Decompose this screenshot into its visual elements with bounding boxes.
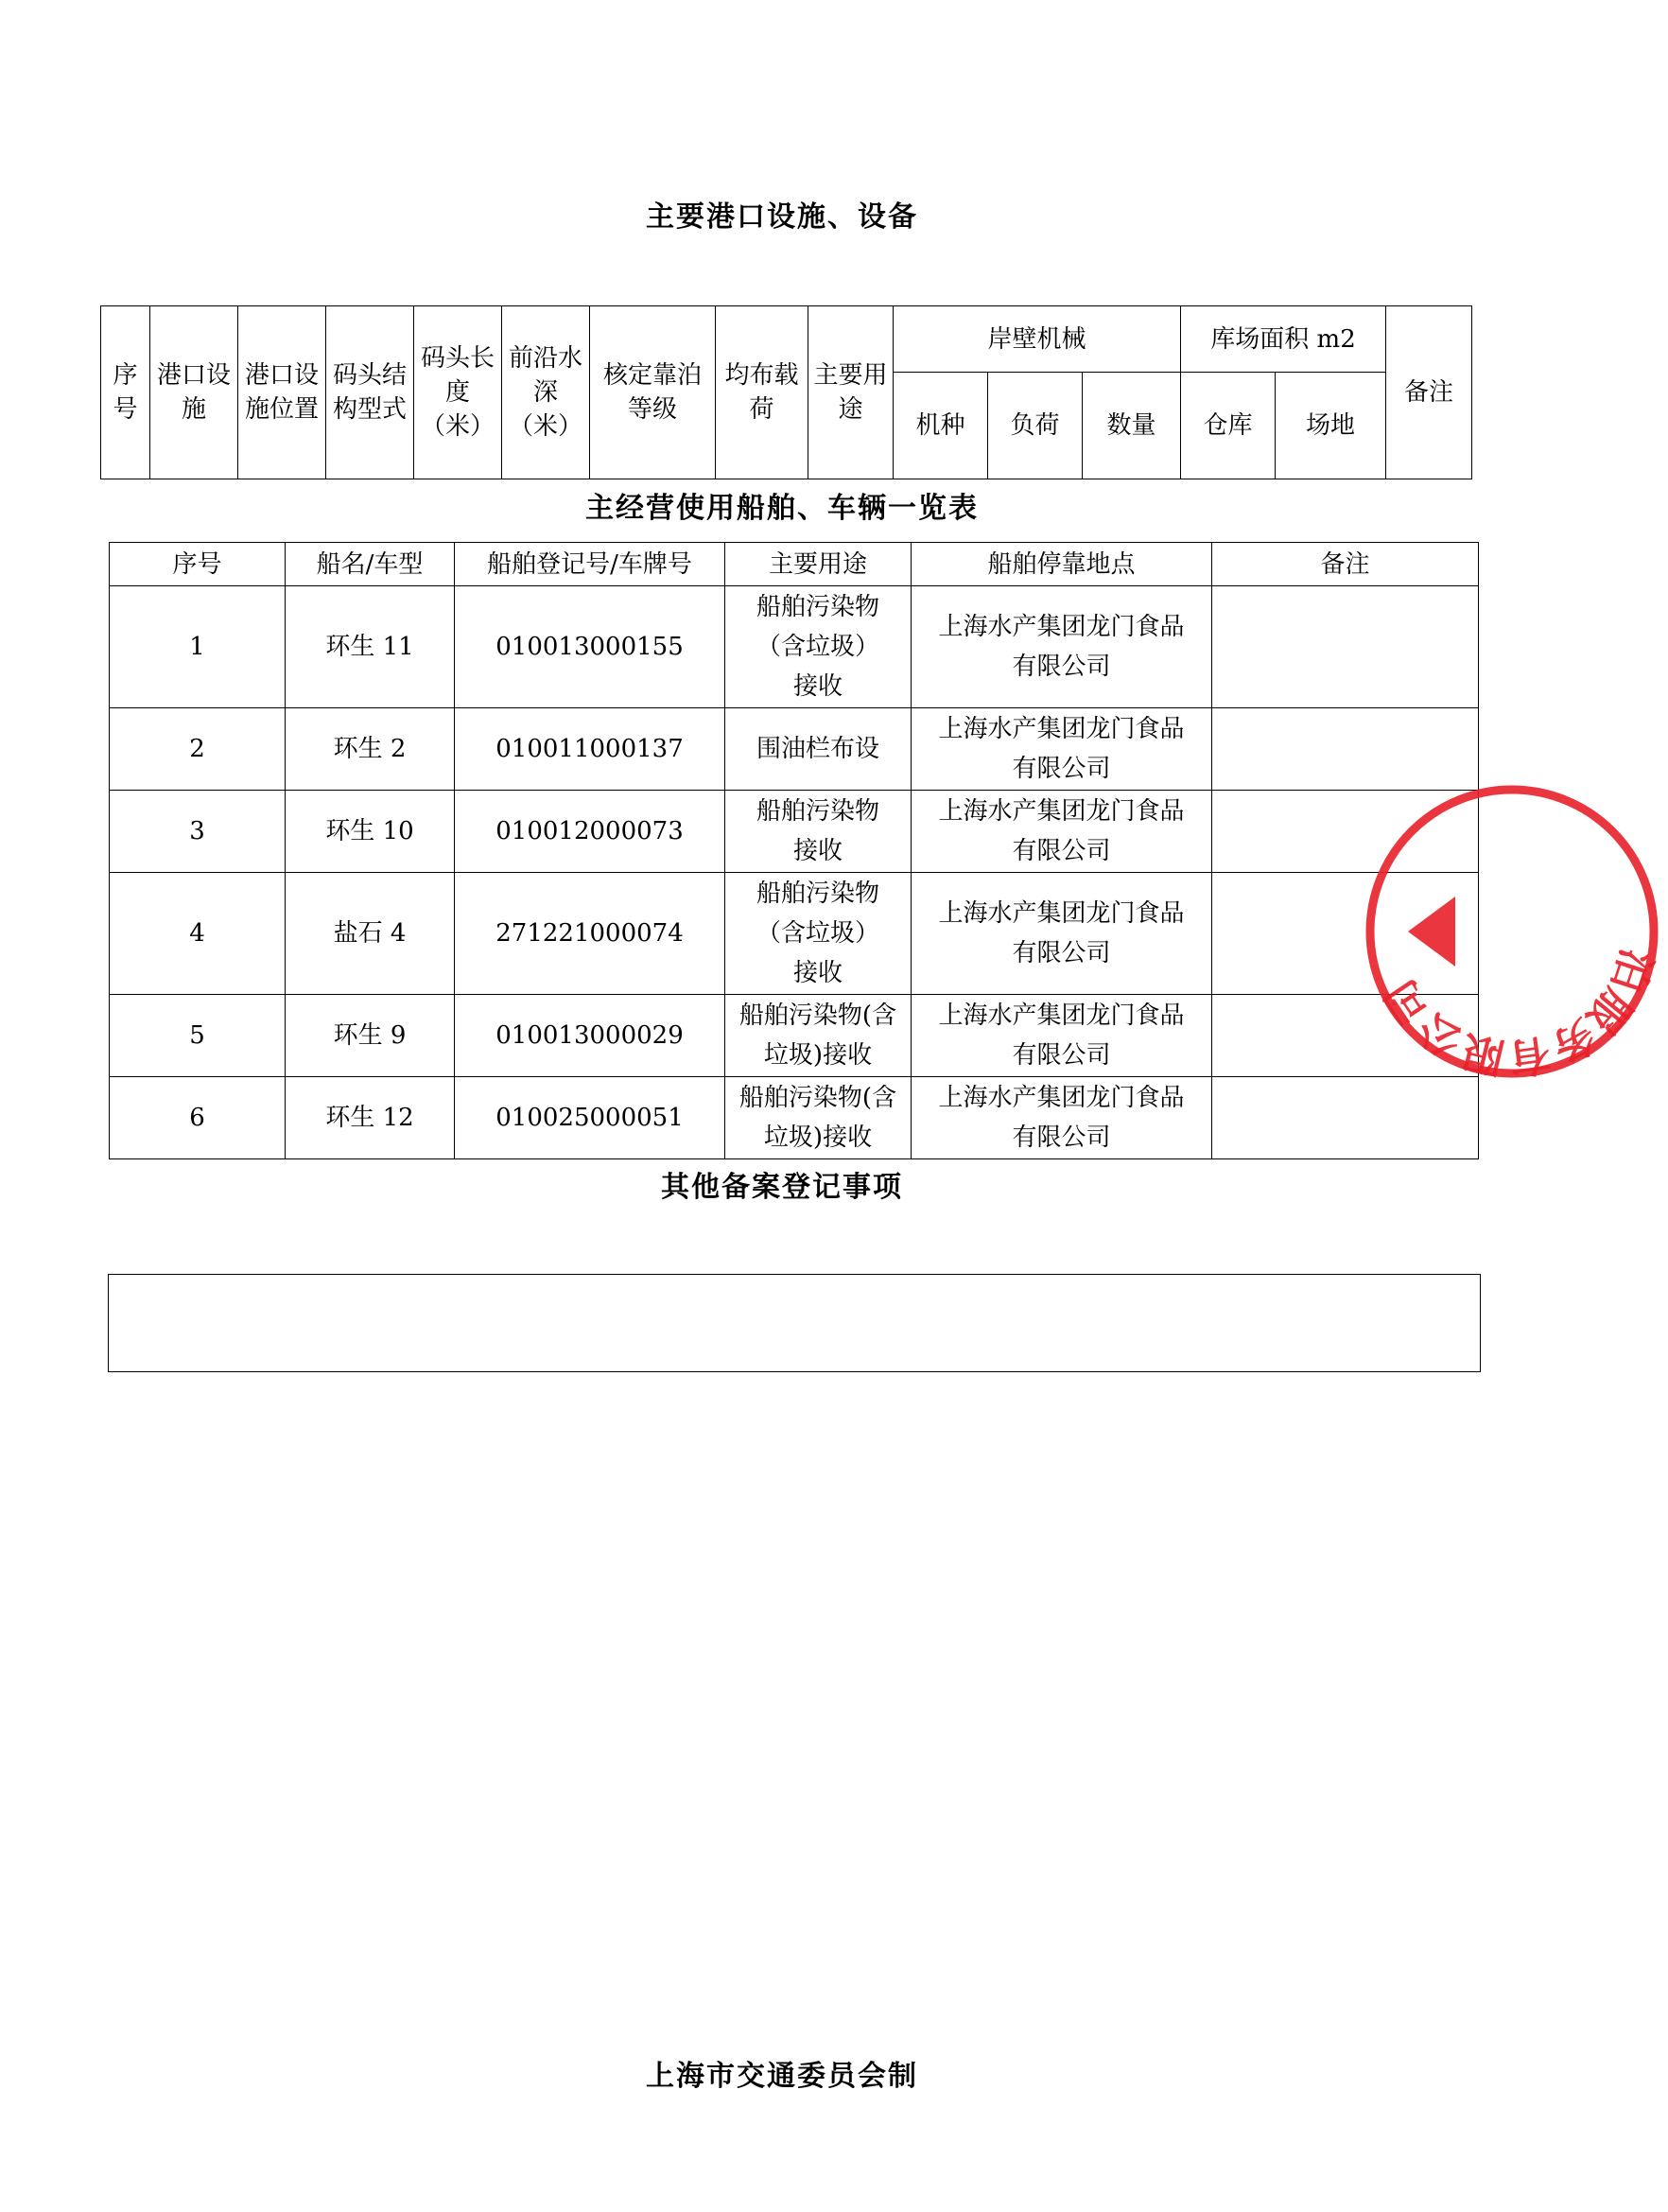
table-row	[110, 873, 1479, 995]
facilities-title: 主要港口设施、设备	[646, 200, 918, 234]
row-usage: 船舶污染物(含垃圾)接收	[725, 995, 912, 1077]
header-machinery-load: 负荷	[988, 373, 1083, 479]
header-depth: 前沿水深（米）	[502, 306, 590, 479]
table-row	[110, 586, 1479, 708]
header-machinery-count: 数量	[1083, 373, 1181, 479]
other-content-box	[108, 1274, 1481, 1372]
row-location: 上海水产集团龙门食品有限公司	[912, 873, 1212, 995]
table-row	[110, 708, 1479, 791]
vehicles-table	[109, 542, 1479, 1159]
facilities-table	[100, 305, 1472, 479]
row-seq: 3	[110, 791, 286, 873]
row-reg: 010025000051	[455, 1077, 725, 1159]
row-name: 盐石 4	[286, 873, 455, 995]
footer-text: 上海市交通委员会制	[646, 2060, 918, 2093]
header-seq: 序号	[101, 306, 150, 479]
row-location: 上海水产集团龙门食品有限公司	[912, 586, 1212, 708]
row-usage: 船舶污染物（含垃圾）接收	[725, 586, 912, 708]
header-machinery: 岸壁机械	[894, 306, 1181, 373]
vehicles-title: 主经营使用船舶、车辆一览表	[585, 492, 979, 525]
company-seal-stamp	[1356, 775, 1668, 1088]
row-usage: 船舶污染物（含垃圾）接收	[725, 873, 912, 995]
table-row	[110, 791, 1479, 873]
row-reg: 010013000029	[455, 995, 725, 1077]
row-usage: 船舶污染物接收	[725, 791, 912, 873]
row-usage: 围油栏布设	[725, 708, 912, 791]
header-length: 码头长度（米）	[414, 306, 502, 479]
row-location: 上海水产集团龙门食品有限公司	[912, 995, 1212, 1077]
header-berth-grade: 核定靠泊等级	[590, 306, 716, 479]
header-area: 库场面积 m2	[1181, 306, 1386, 373]
header-yard: 场地	[1276, 373, 1386, 479]
header-load: 均布载荷	[716, 306, 808, 479]
row-reg: 010011000137	[455, 708, 725, 791]
row-remark	[1212, 586, 1479, 708]
header-machinery-type: 机种	[894, 373, 988, 479]
svg-text:泊服务有限公司: 泊服务有限公司	[1376, 942, 1661, 1083]
row-seq: 6	[110, 1077, 286, 1159]
vehicles-header-reg: 船舶登记号/车牌号	[455, 543, 725, 586]
row-location: 上海水产集团龙门食品有限公司	[912, 1077, 1212, 1159]
row-name: 环生 11	[286, 586, 455, 708]
header-location: 港口设施位置	[238, 306, 326, 479]
table-row	[110, 995, 1479, 1077]
row-name: 环生 2	[286, 708, 455, 791]
other-title: 其他备案登记事项	[661, 1171, 903, 1204]
row-location: 上海水产集团龙门食品有限公司	[912, 708, 1212, 791]
vehicles-header-remark: 备注	[1212, 543, 1479, 586]
row-reg: 010012000073	[455, 791, 725, 873]
row-remark	[1212, 1077, 1479, 1159]
header-usage: 主要用途	[808, 306, 894, 479]
header-remark: 备注	[1386, 306, 1472, 479]
table-row	[110, 1077, 1479, 1159]
vehicles-header-seq: 序号	[110, 543, 286, 586]
header-facility: 港口设施	[150, 306, 238, 479]
row-seq: 2	[110, 708, 286, 791]
row-name: 环生 10	[286, 791, 455, 873]
header-structure: 码头结构型式	[326, 306, 414, 479]
row-seq: 5	[110, 995, 286, 1077]
vehicles-header-name: 船名/车型	[286, 543, 455, 586]
row-seq: 4	[110, 873, 286, 995]
row-name: 环生 9	[286, 995, 455, 1077]
header-warehouse: 仓库	[1181, 373, 1276, 479]
row-reg: 271221000074	[455, 873, 725, 995]
row-reg: 010013000155	[455, 586, 725, 708]
row-location: 上海水产集团龙门食品有限公司	[912, 791, 1212, 873]
vehicles-header-location: 船舶停靠地点	[912, 543, 1212, 586]
row-name: 环生 12	[286, 1077, 455, 1159]
row-usage: 船舶污染物(含垃圾)接收	[725, 1077, 912, 1159]
vehicles-header-usage: 主要用途	[725, 543, 912, 586]
row-seq: 1	[110, 586, 286, 708]
